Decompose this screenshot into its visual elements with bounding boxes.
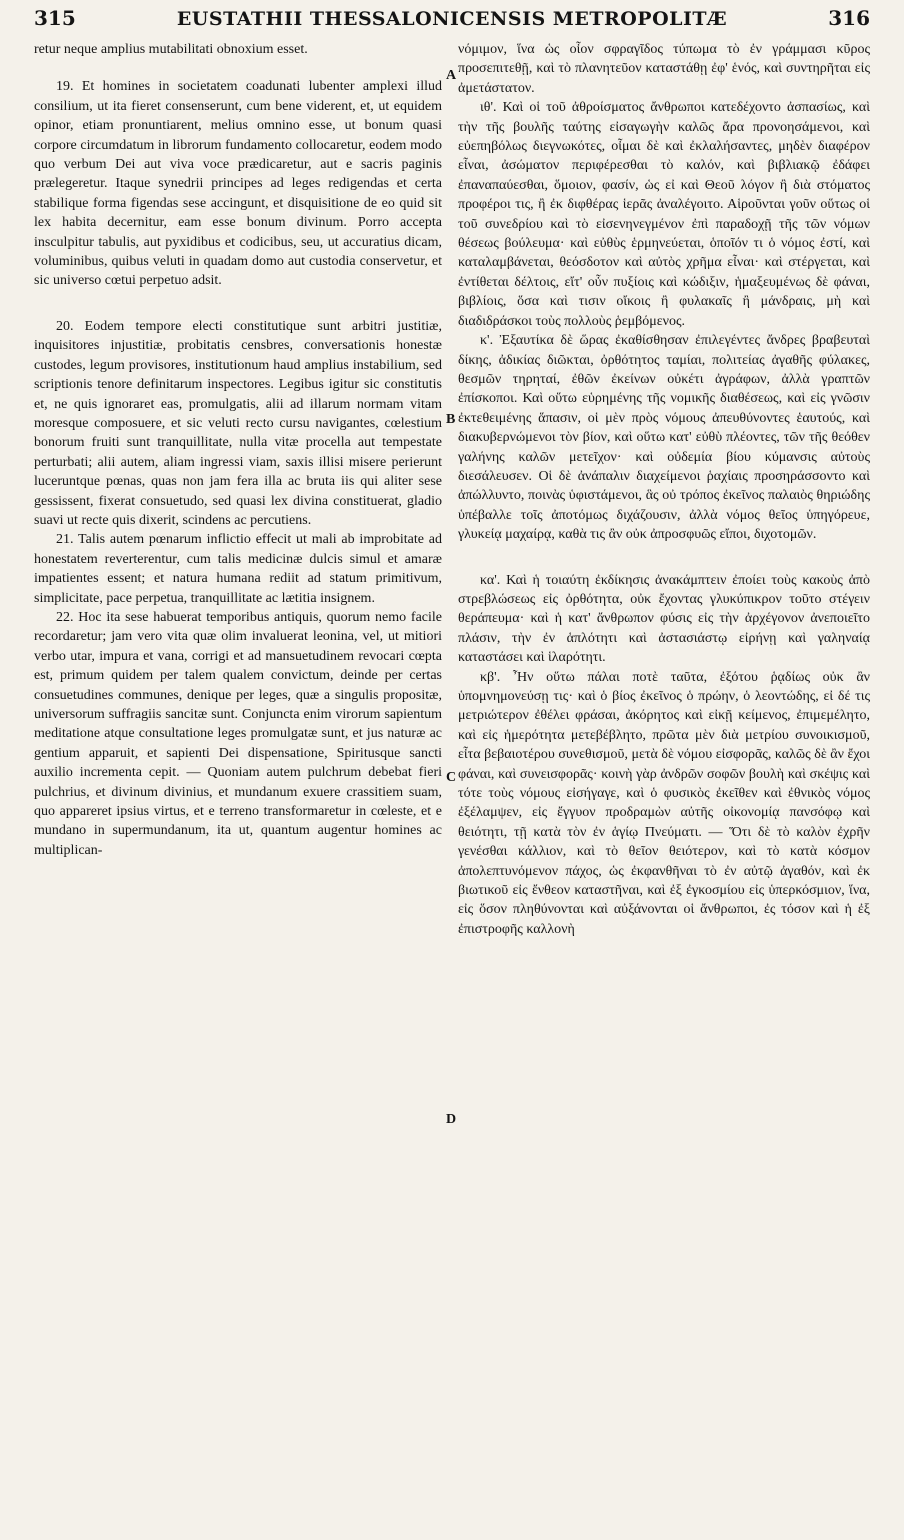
latin-column bbox=[34, 40, 442, 860]
greek-paragraph-21: κα'. Καὶ ἡ τοιαύτη ἐκδίκησις ἀνακάμπτειν ἐποίει τοὺς κακοὺς ἀπὸ στρεβλώσεως εἰς ὀρθότητα, οὐκ ἔχοντας γλυκύπικρον τοῦτο στέγειν θεράπευμα· καὶ ἡ κατ' ἄνθρωπον φύσις εἰς τὴν ἀρχέγονον ἀνεποιεῖτο πλάσιν, τὴν ἐν ἁπλότητι καὶ ἀστασιάστῳ εἰρήνῃ καὶ γαληναίᾳ καταστάσει καὶ ἱλαρότητι. bbox=[458, 572, 870, 666]
greek-paragraph-19: ιθ'. Καὶ οἱ τοῦ ἀθροίσματος ἄνθρωποι κατεδέχοντο ἀσπασίως, καὶ τὴν τῆς βουλῆς ταύτης εἰσαγωγὴν καλῶς ἄρα προνοησάμενοι, καὶ εὐεπηβόλως διεγνωκότες, οἶμαι δὲ καὶ ἐκλαλήσαντες, μηδὲν διαφέρον εἶναι, ἀσώματον περιφέρεσθαι τὸ καλόν, καὶ βιβλιακῷ ἐδάφει ἐπαναπαύεσθαι, ὅμοιον, φασίν, ὡς εἰ καὶ Θεοῦ λόγον ἢ διὰ στόματος προφέροι τις, ἢ ἐκ διφθέρας ἱερᾶς ἀναλέγοιτο. Αἱροῦνται γοῦν οὕτως οἱ τοῦ συνεδρίου καὶ τὸ εἰσενηνεγμένον ἐπὶ παραδοχῇ τῆς τῶν νόμων θέσεως βούλευμα· καὶ εὐθὺς ἑρμηνεύεται, ὁποῖόν τι ὁ νόμος ἐστί, καὶ καταλαμβάνεται, θεόσδοτον καὶ αὐτὸς χρῆμα εἶναι· καὶ στέργεται, καὶ ἐντίθεται δέλτοις, εἴτ' οὖν πυξίοις καὶ κώδιξιν, ἡμαξευμένως δὲ φάναι, βιβλίοις, ὅσα καὶ τισιν οἴκοις ἢ φυλακαῖς ἢ μάνδραις, μὴ καὶ διαδιδράσκοι τοὺς πολλοὺς ῥεμβόμενος. bbox=[458, 100, 870, 329]
running-title: EUSTATHII THESSALONICENSIS METROPOLITÆ bbox=[176, 8, 728, 30]
latin-paragraph-22: 22. Hoc ita sese habuerat temporibus antiquis, quorum nemo facile recordaretur; jam vero vita quæ olim invaluerat leonina, vel, ut mitiori verbo utar, impura et vana, corrigi et ad mansuetudinem revocari cœpta est, primum quidem per talem qualem convictum, deinde per certas consuetudines communes, denique per leges, quæ a singulis propositæ, universorum suffragiis sancitæ sunt. Conjuncta enim virorum sapientum meditatione atque consultatione leges promulgatæ sunt, et jus naturæ ac gentium apparuit, et sapienti Dei dispensatione, Spiritusque sancti auxilio incrementa cepit. — Quoniam autem pulchrum debebat fieri pulchrius, et divinum divinius, et mundanum exuere crassitiem suam, quo appareret ipsius virtus, et e terreno transformaretur in cœleste, et e mundano in supermundanum, ita ut, quantum augentur homines ac multiplican- bbox=[34, 609, 442, 858]
latin-paragraph-19: 19. Et homines in societatem coadunati lubenter amplexi illud consilium, ut ita fieret consenserunt, cum bene viderent, et, ut equidem opinor, etiam pronuntiarent, melius omnino esse, ut bonum quasi corpore circumdatum in librorum fundamento collocaretur, eodem modo quo verbum Dei aut viva voce prædicaretur, aut e sacris paginis prælegeretur. Itaque synedrii principes ad leges redigendas et certa stabilique forma figendas sese accingunt, et disquisitione de eo quid sit lex habita decernitur, eam esse bonum divinum. Porro accepta insculpitur tabulis, aut pyxidibus et codicibus, seu, ut accuratius dicam, voluminibus, quibus veluti in quadam domo aut custodia conservetur, et sic universo cœtui perpetuo adsit. bbox=[34, 79, 442, 289]
margin-marker-d: D bbox=[446, 1112, 457, 1127]
margin-marker-b: B bbox=[446, 412, 456, 427]
latin-paragraph-21: 21. Talis autem pœnarum inflictio effecit ut mali ab improbitate ad honestatem reverterentur, cum talis medicinæ dulcis simul et amaræ impatientes essent; et natura humana rediit ad statum primitivum, simplicitate, pace perpetua, tranquillitate ac lætitia insignem. bbox=[34, 532, 442, 606]
margin-marker-c: C bbox=[446, 770, 457, 785]
latin-paragraph-continuation: retur neque amplius mutabilitati obnoxium esset. bbox=[34, 42, 308, 57]
running-header bbox=[34, 6, 870, 40]
page-number-right: 316 bbox=[828, 6, 870, 30]
greek-column bbox=[458, 40, 870, 939]
page-number-left: 315 bbox=[34, 6, 76, 30]
greek-paragraph-20: κ'. Ἐξαυτίκα δὲ ὥρας ἐκαθίσθησαν ἐπιλεγέντες ἄνδρες βραβευταὶ δίκης, ἀδικίας διῶκται, ὀρθότητος ταμίαι, πολιτείας ἀγαθῆς φύλακες, θεσμῶν τηρηταί, ἐθῶν ἐκείνων οὐκέτι ἀγράφων, ἀλλὰ γραπτῶν ἐπίσκοποι. Καὶ οὕτω εὑρημένης τῆς νομικῆς διαθέσεως, καὶ εἰς γνῶσιν ἐκτεθειμένης ἅπασιν, οἱ μὲν πρὸς νόμους ἀπευθύνοντες ἑαυτούς, καὶ διακυβερνώμενοι τὸν βίον, καὶ οὕτω κατ' εὐθὺ πλέοντες, τῶν τῆς θεόθεν γαλήνης καλῶν μετεῖχον· καὶ οὐδεμία βίου κύμανσις αὐτοὺς διεσάλευσεν. Οἱ δὲ ἀνάπαλιν διαχείμενοι ῥαχίαις προσηράσσοντο καὶ ἀπώλλυντο, ποινὰς ὑφιστάμενοι, ἃς οὐ τρόπος ἐκεῖνος παλαιὸς θηριώδης ὑπέβαλλε τοῖς ἀποτόμως διχάζουσιν, ἀλλὰ νόμος θεῖος ὑπηγόρευε, γλυκείᾳ μαχαίρᾳ, καθὰ τις ἂν οὐκ ἀπροσφυῶς εἴποι, διχοτομῶν. bbox=[458, 333, 870, 543]
greek-paragraph-22: κβ'. Ἦν οὕτω πάλαι ποτὲ ταῦτα, ἐξότου ῥᾳδίως οὐκ ἂν ὑπομνημονεύσῃ τις· καὶ ὁ βίος ἐκεῖνος ὁ πρώην, ὁ λεοντώδης, εἰ δέ τις μετριώτερον ἐθέλει φράσαι, ἀκόρητος καὶ εἰκῇ κείμενος, ἐπιμεμέλητο, καὶ εἰς ἡμερότητα μετεβέβλητο, πρῶτα μὲν διὰ μετρίου συνοικισμοῦ, εἶτα βεβαιοτέρου συνεθισμοῦ, μετὰ δὲ νόμου εἰσφορᾶς, καλῶς δὲ ἂν ἔχοι φάναι, καὶ συνεισφορᾶς· κοινὴ γὰρ ἀνδρῶν σοφῶν βουλὴ καὶ σκέψις καὶ τότε τοὺς νόμους εἰσήγαγε, καὶ ὁ φυσικὸς ἐκεῖθεν καὶ ἐθνικὸς νόμος ἐξέλαμψεν, εἰς ἔγγυον προδραμὼν αὐτῆς οἰκονομίᾳ πανσόφῳ καὶ θειότητι, τῇ κατὰ τὸν ἐν ἁγίῳ Πνεύματι. — Ὅτι δὲ τὸ καλὸν ἐχρῆν γενέσθαι κάλλιον, καὶ τὸ θεῖον θειότερον, καὶ τὸ κατὰ κόσμον ἀπολεπτυνόμενον πάχος, ὡς ἐκφανθῆναι τὸ ἐν αὐτῷ ἀγαθόν, καὶ ἐκ βιωτικοῦ εἰς ἔνθεον καταστῆναι, καὶ ἐξ ἐγκοσμίου εἰς ὑπερκόσμιον, ἵνα, εἰς ὅσον πληθύνονται καὶ αὐξάνονται οἱ ἄνθρωποι, ἐς τόσον καὶ ἡ ἐξ ἐπιστροφῆς καλλονὴ bbox=[458, 669, 870, 937]
latin-paragraph-20: 20. Eodem tempore electi constitutique sunt arbitri justitiæ, inquisitores injustitiæ, probitatis censbres, conversationis honestæ custodes, legum provisores, institutionum haud amplius instabilium, sed scriptionis tenore definitarum inspectores. Legibus igitur sic constitutis et, ne quis ignoraret eas, promulgatis, alii ad illarum normam vitam moresque composuere, et sic veluti recto cursu navigantes, cœlestium bonorum fruiti sunt tranquillitate, nulla vitæ procella aut tempestate perturbati; alii autem, aliam ingressi viam, saxis illisi misere perierunt luceruntque pœnas, quas non jam fera illa ac bruta iis qui aliter sese gessissent, fixerat consuetudo, sed quasi lex divina constituerat, gladio suavi ut recte quis dixerit, scindens ac percutiens. bbox=[34, 318, 442, 528]
greek-paragraph-continuation: νόμιμον, ἵνα ὡς οἷον σφραγῖδος τύπωμα τὸ ἐν γράμμασι κῦρος προσεπιτεθῇ, καὶ τὸ πλανητεῦον καταστάθῃ ἐφ' ἑνός, καὶ συντηρῆται εἰς ἀμετάστατον. bbox=[458, 42, 870, 96]
margin-marker-a: A bbox=[446, 68, 457, 83]
